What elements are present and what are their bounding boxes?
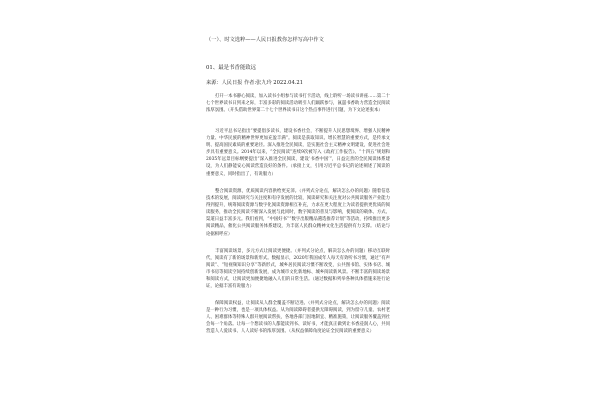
paragraph: 保障阅读权益，让阅读从人群全覆盖不断迈进。（并列式分论点，解决怎么办的问题）阅读是一种行为习惯，也是一项具体权益。从为阅读障碍者提供无障碍阅读，到为留守儿童、农村老人、困难群体等特殊人群开展阅读帮扶，各地各部门因地制宜、精准施策，让阅读服务覆盖到社会每一个角落。让每一个想读书的人都能读到书、读好书，才能真正做到让书香浸润人心，共同营造人人爱读书、人人读好书的浓厚氛围。（从权益保障角度论证全民阅读的重要意义） [206,301,390,335]
section-heading: （一）、时文选粹——人民日报教你怎样写高中作文 [206,37,324,43]
article-body [206,188,390,244]
paragraph: 习近平总书记指出“要提倡多读书，建设书香社会，不断提升人民思想境界、增强人民精神力量、中华民族的精神世界更加充盈丰满”。阅读是获取知识、增长智慧的重要方式，是传承文明、提高国民素质的重要途径。深入推进全民阅读，是实施社会主义精神文明建设，促进社会进步具有重要意义。2014年以来，“全民阅读”连续9次被写入《政府工作报告》。“十四五”规划和2035年远景目标纲要提出“深入推进全民阅读，建设‘书香中国’”，日益完善的全民阅读体系建设，为人们静能安心阅读营造良好的条件。（承接上文，引用习近平总书记的论述阐述了阅读的重要意义，同时指出了，有说服力） [206,129,390,177]
article-title: 01、最是书香能致远 [206,65,256,71]
article-body [206,128,390,184]
paragraph: 丰富阅读场景，多元方式让阅读更便捷。（并列式分论点，解决怎么办的问题）移动互联时代，阅读有了新的场景和新形式。数据显示，2020年我国成年人每天有效听书习惯，通过“有声阅读”、“短视频知识分享”等新形式，城乡居民阅读习惯不断改变，公共图书馆、实体书店、城市书房等阅读空间持续创新发展，成为城市文化新地标、城乡阅读新风景。不断丰富的阅读场景和阅读方式，让阅读更加便捷地融入人们的日常生活。（通过数据和列举各种具体措施来进行论证，论据丰富有说服力） [206,249,390,290]
paragraph: 打开一本书静心阅读，加入读书小组参与读书打卡活动，线上聆听一场读书讲座……第二十七个世界读书日到来之际，丰富多彩的阅读活动吸引人们踊跃参与，氤氲书香助力营造全民阅读浓厚氛围。（开头借助世界第二十七个世界读书日这个热点事件进行引题，为下文论述张本） [206,94,390,114]
paragraph: 整合阅读资源，优质阅读内容供给更充沛。（并列式分论点，解决怎么办的问题）随着信息技术的发展，阅读研究与关注度和有序发展的比较，阅读研究和关注度对公共阅读服务产业能力得到提升，统筹阅读资源与数字化阅读资源相互补充，力求在更大程度上为读者提供更优质的阅读服务，推动全民阅读不断深入发展与此同时，数字阅读的普及与影响，使阅读的载体、方式、渠道日益丰富多元。我们看到，“中国好书”“数字出版精品遴选推荐计划”等活动，持续推出更多阅读精品，催化公共阅读服务体系建设，为丰富人民群众精神文化生活提供有力支撑。（结论与论据相呼应） [206,189,390,237]
article-body [206,300,390,342]
article-body [206,93,390,120]
source-line: 来源：人民日报 作者:张九玲 2022.04.21 [206,80,303,86]
article-body [206,248,390,297]
